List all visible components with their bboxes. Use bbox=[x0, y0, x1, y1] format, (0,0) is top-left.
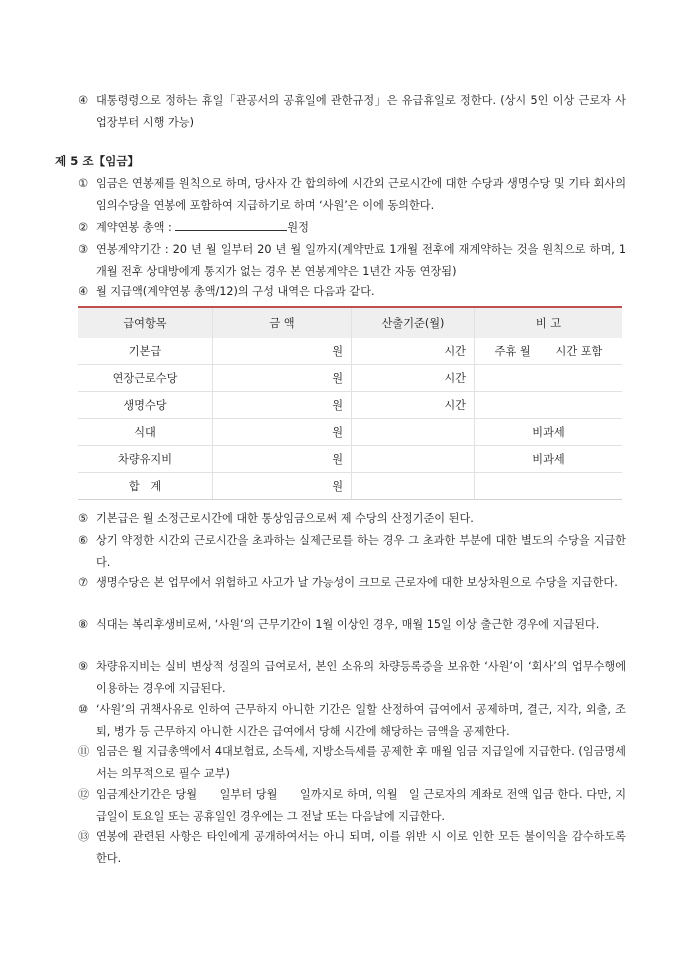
cell-amount: 원 bbox=[213, 365, 352, 392]
clause-item-8 bbox=[78, 614, 626, 636]
clause-text: 임금은 연봉제를 원칙으로 하며, 당사자 간 합의하에 시간외 근로시간에 대한 수당과 생명수당 및 기타 회사의 임의수당을 연봉에 포함하여 지급하기로 하며 ‘사원’은 이에 동의한다. bbox=[96, 177, 626, 212]
clause-item-3 bbox=[78, 239, 626, 283]
clause-number: ⑧ bbox=[78, 618, 89, 631]
clause-number: ⑪ bbox=[78, 745, 90, 758]
cell-basis bbox=[352, 473, 475, 500]
clause-number: ⑦ bbox=[78, 576, 89, 589]
cell-amount: 원 bbox=[213, 473, 352, 500]
clause-text: 연봉계약기간 : 20 년 월 일부터 20 년 월 일까지(계약만료 1개월 전후에 재계약하는 것을 원칙으로 하며, 1개월 전후 상대방에게 통지가 없는 경우 본 연봉계약은 1년간 자동 연장됨) bbox=[96, 243, 626, 278]
cell-item: 연장근로수당 bbox=[78, 365, 213, 392]
clause-text: ‘사원’의 귀책사유로 인하여 근무하지 아니한 기간은 일할 산정하여 급여에서 공제하며, 결근, 지각, 외출, 조퇴, 병가 등 근무하지 아니한 시간은 급여에서 당해 시간에 해당하는 금액을 공제한다. bbox=[96, 703, 626, 738]
contract-amount-blank bbox=[175, 218, 287, 231]
clause-item-9 bbox=[78, 656, 626, 700]
header-amount: 금 액 bbox=[213, 307, 352, 338]
cell-basis: 시간 bbox=[352, 338, 475, 365]
table-row bbox=[78, 365, 622, 392]
clause-number: ⑥ bbox=[78, 534, 89, 547]
cell-note: 비과세 bbox=[475, 446, 623, 473]
cell-item: 식대 bbox=[78, 419, 213, 446]
clause-text: 임금계산기간은 당월 일부터 당월 일까지로 하며, 익월 일 근로자의 계좌로 전액 입금 한다. 다만, 지급일이 토요일 또는 공휴일인 경우에는 그 전날 또는 다음날에 지급한다. bbox=[96, 788, 626, 823]
clause-text: 대통령령으로 정하는 휴일「관공서의 공휴일에 관한규정」은 유급휴일로 정한다. (상시 5인 이상 근로자 사업장부터 시행 가능) bbox=[96, 94, 626, 129]
cell-note bbox=[475, 473, 623, 500]
clause-text: 임금은 월 지급총액에서 4대보험료, 소득세, 지방소득세를 공제한 후 매월 임금 지급일에 지급한다. (임금명세서는 의무적으로 필수 교부) bbox=[96, 745, 626, 780]
table-row bbox=[78, 392, 622, 419]
clause-text bbox=[96, 217, 626, 239]
clause-item-11 bbox=[78, 741, 626, 785]
clause-text: 월 지급액(계약연봉 총액/12)의 구성 내역은 다음과 같다. bbox=[96, 285, 375, 298]
cell-item: 차량유지비 bbox=[78, 446, 213, 473]
clause-item-7 bbox=[78, 572, 626, 594]
cell-basis: 시간 bbox=[352, 365, 475, 392]
clause-number: ⑤ bbox=[78, 512, 89, 525]
cell-item: 생명수당 bbox=[78, 392, 213, 419]
clause-number: ④ bbox=[78, 94, 89, 107]
table-header-row bbox=[78, 307, 622, 338]
clause-text: 식대는 복리후생비로써, ‘사원’의 근무기간이 1월 이상인 경우, 매월 15일 이상 출근한 경우에 지급된다. bbox=[96, 618, 600, 631]
table-row bbox=[78, 473, 622, 500]
clause-number: ⑫ bbox=[78, 788, 90, 801]
clause-number: ⑬ bbox=[78, 830, 90, 843]
cell-note bbox=[475, 365, 623, 392]
cell-item: 합 계 bbox=[78, 473, 213, 500]
cell-note bbox=[475, 392, 623, 419]
header-basis: 산출기준(월) bbox=[352, 307, 475, 338]
wage-table bbox=[78, 306, 622, 500]
cell-amount: 원 bbox=[213, 338, 352, 365]
clause-item-12 bbox=[78, 784, 626, 828]
cell-note: 비과세 bbox=[475, 419, 623, 446]
table-row bbox=[78, 419, 622, 446]
cell-basis bbox=[352, 446, 475, 473]
cell-amount: 원 bbox=[213, 419, 352, 446]
table-row bbox=[78, 446, 622, 473]
contract-amount-unit: 원정 bbox=[287, 221, 309, 234]
cell-note: 주휴 월 시간 포함 bbox=[475, 338, 623, 365]
cell-basis bbox=[352, 419, 475, 446]
clause-item-holiday bbox=[78, 90, 626, 134]
clause-text: 생명수당은 본 업무에서 위험하고 사고가 날 가능성이 크므로 근로자에 대한 보상차원으로 수당을 지급한다. bbox=[96, 576, 618, 589]
clause-item-10 bbox=[78, 699, 626, 743]
cell-basis: 시간 bbox=[352, 392, 475, 419]
clause-item-4 bbox=[78, 281, 626, 303]
clause-item-5 bbox=[78, 508, 626, 530]
clause-text: 연봉에 관련된 사항은 타인에게 공개하여서는 아니 되며, 이를 위반 시 이로 인한 모든 불이익을 감수하도록 한다. bbox=[96, 830, 626, 865]
clause-item-6 bbox=[78, 530, 626, 574]
clause-text: 기본급은 월 소정근로시간에 대한 통상임금으로써 제 수당의 산정기준이 된다. bbox=[96, 512, 474, 525]
clause-item-2 bbox=[78, 217, 626, 239]
article-title: 제 5 조【임금】 bbox=[55, 154, 140, 168]
clause-text: 상기 약정한 시간외 근로시간을 초과하는 실제근로를 하는 경우 그 초과한 부분에 대한 별도의 수당을 지급한다. bbox=[96, 534, 626, 569]
clause-item-13 bbox=[78, 826, 626, 870]
clause-text: 차량유지비는 실비 변상적 성질의 급여로서, 본인 소유의 차량등록증을 보유한 ‘사원’이 ‘회사’의 업무수행에 이용하는 경우에 지급된다. bbox=[96, 660, 626, 695]
clause-number: ⑩ bbox=[78, 703, 89, 716]
cell-item: 기본급 bbox=[78, 338, 213, 365]
clause-number: ③ bbox=[78, 243, 89, 256]
table-row bbox=[78, 338, 622, 365]
header-note: 비 고 bbox=[475, 307, 623, 338]
clause-item-1 bbox=[78, 173, 626, 217]
cell-amount: 원 bbox=[213, 392, 352, 419]
clause-number: ① bbox=[78, 177, 89, 190]
clause-number: ② bbox=[78, 221, 89, 234]
cell-amount: 원 bbox=[213, 446, 352, 473]
contract-amount-label: 계약연봉 총액 : bbox=[96, 221, 176, 234]
clause-number: ④ bbox=[78, 285, 89, 298]
header-item: 급여항목 bbox=[78, 307, 213, 338]
clause-number: ⑨ bbox=[78, 660, 89, 673]
